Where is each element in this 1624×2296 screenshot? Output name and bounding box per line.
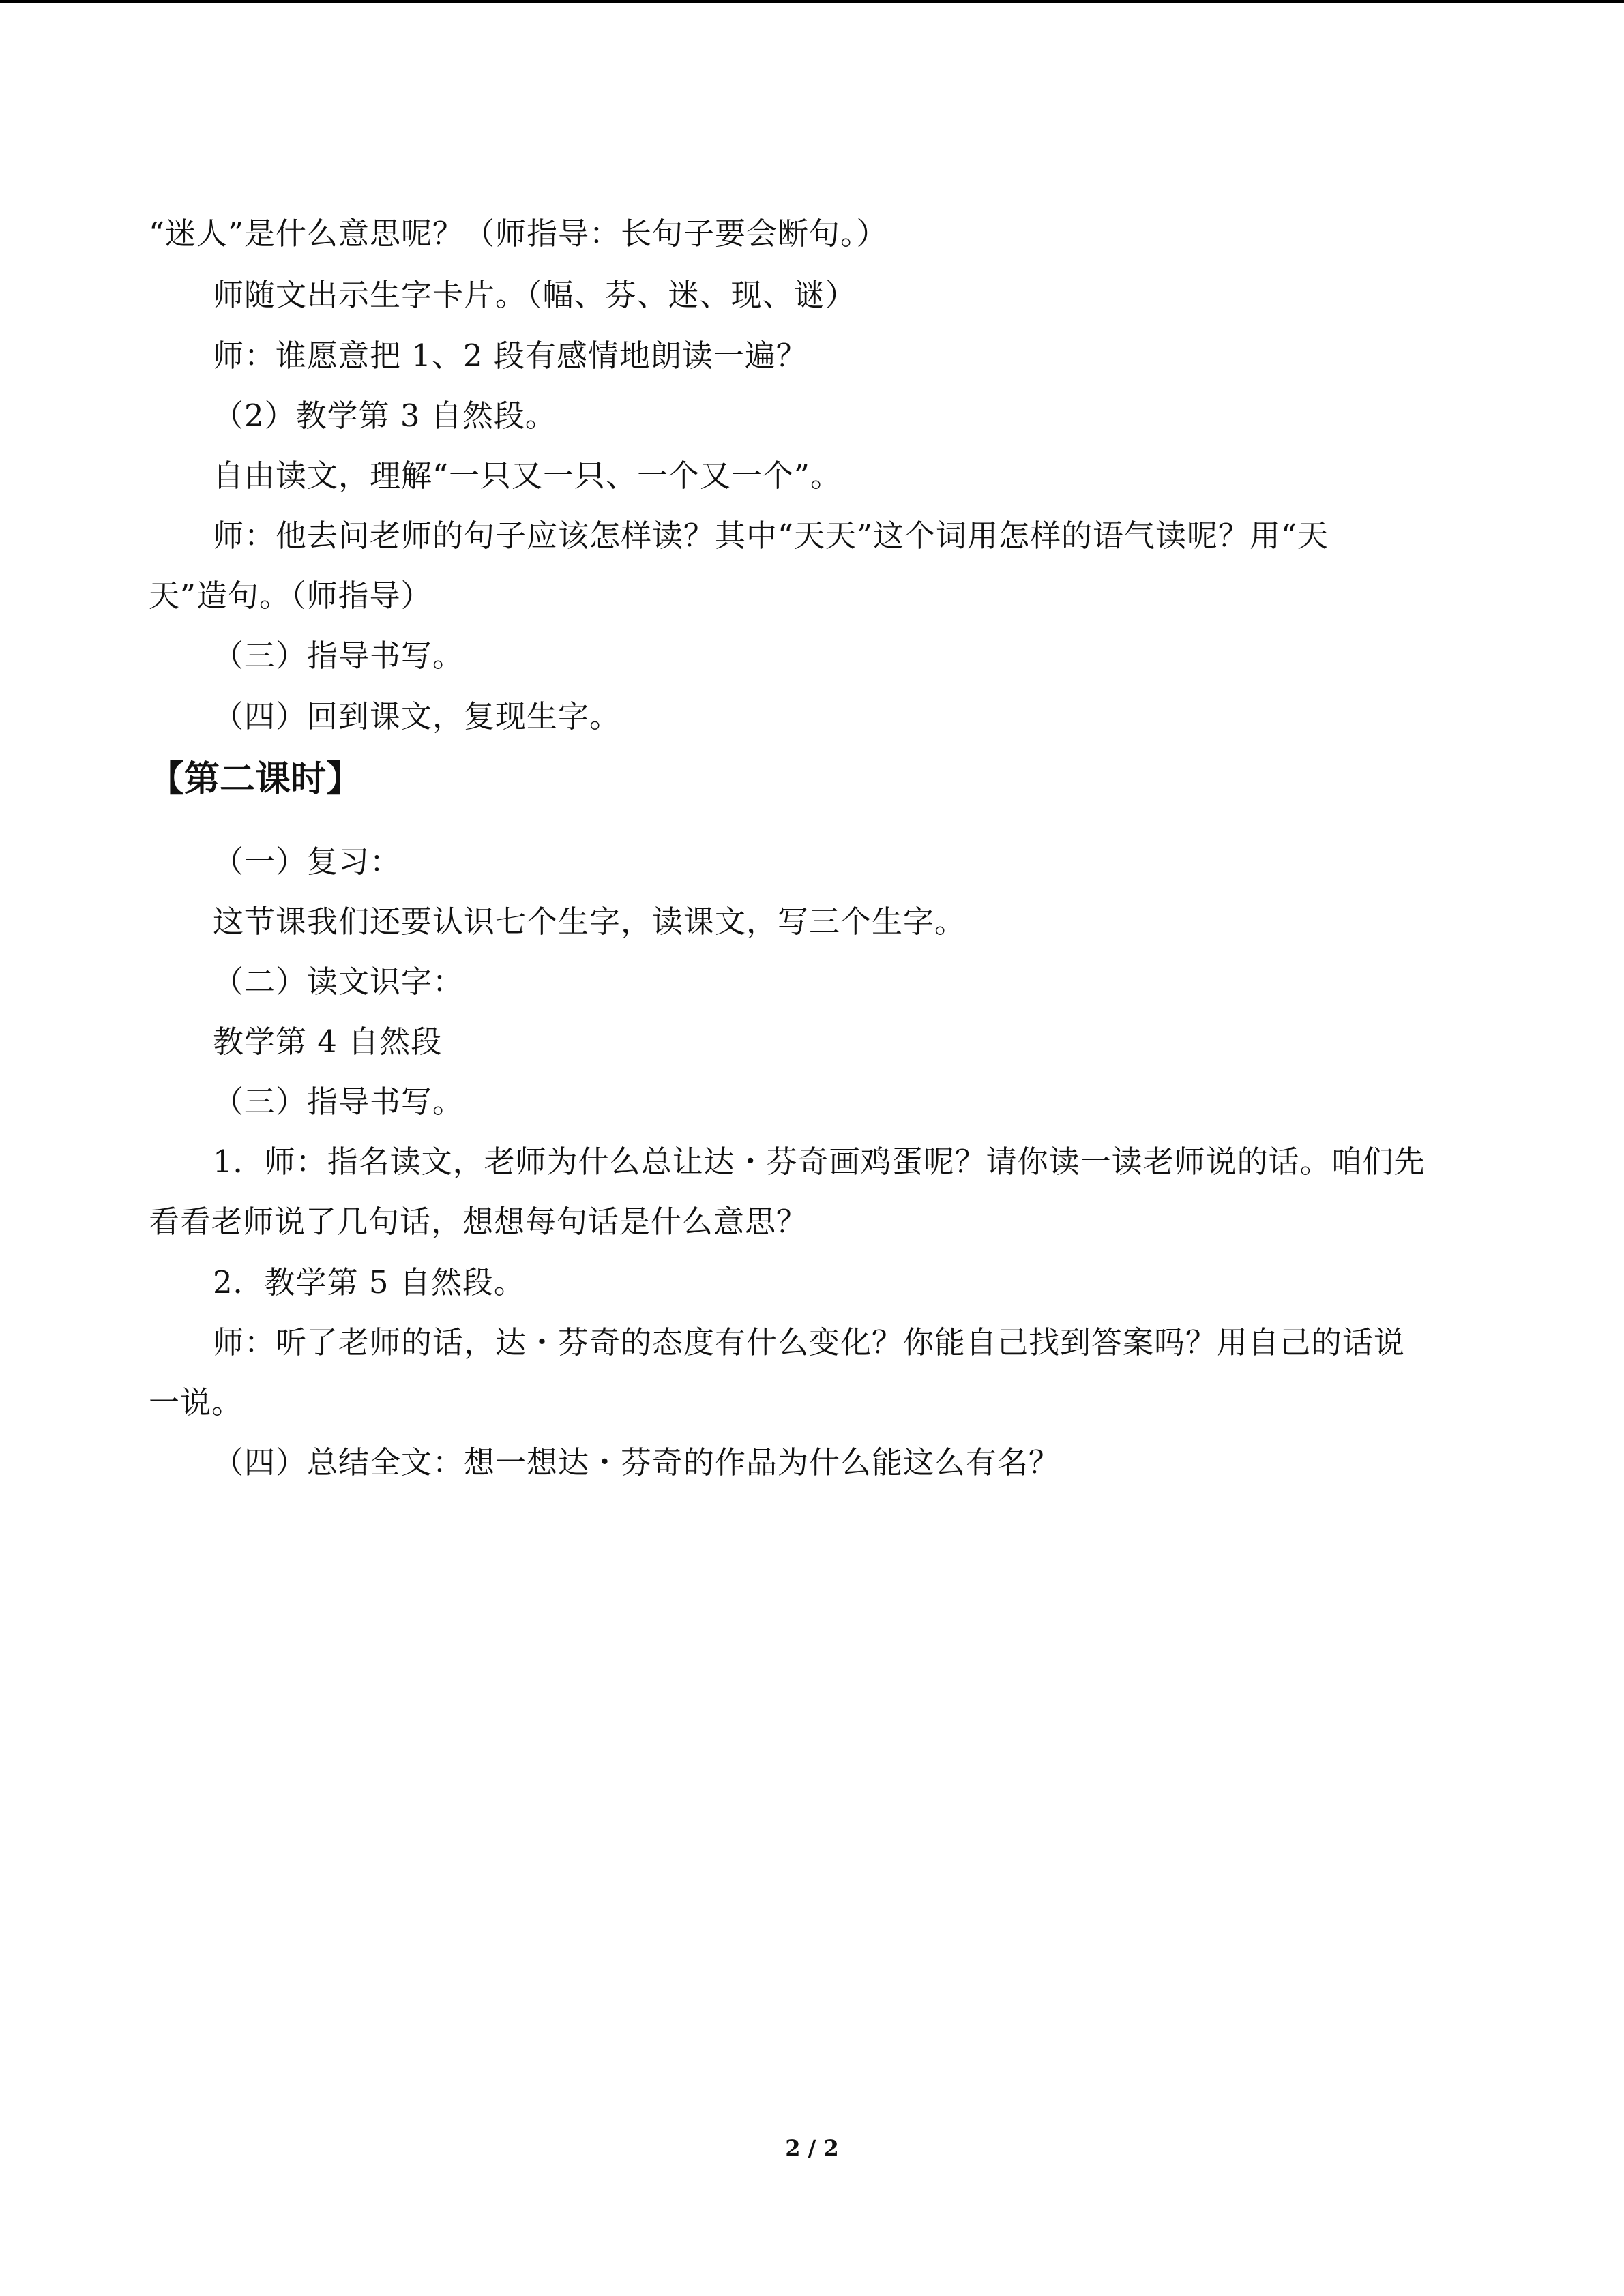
paragraph-line: 教学第 4 自然段 [213,1024,443,1060]
paragraph-line: （四）总结全文：想一想达・芬奇的作品为什么能这么有名？ [213,1444,1061,1480]
paragraph-line: 师：谁愿意把 1、2 段有感情地朗读一遍？ [213,338,808,374]
paragraph-line: 自由读文，理解“一只又一只、一个又一个”。 [213,458,842,494]
paragraph-line: 师随文出示生字卡片。（幅、芬、迷、现、谜） [213,277,857,313]
paragraph-line: （二）读文识字： [213,964,464,1000]
section-heading: 【第二课时】 [149,759,362,800]
paragraph-line: （2）教学第 3 自然段。 [213,398,557,434]
paragraph-line: 师：他去问老师的句子应该怎样读？其中“天天”这个词用怎样的语气读呢？用“天 [213,518,1329,554]
paragraph-line: 2．教学第 5 自然段。 [213,1264,525,1300]
paragraph-line: （四）回到课文，复现生字。 [213,698,621,734]
paragraph-line: 师：听了老师的话，达・芬奇的态度有什么变化？你能自己找到答案吗？用自己的话说 [213,1324,1406,1360]
page-number: 2 / 2 [785,2135,839,2161]
paragraph-line: 看看老师说了几句话，想想每句话是什么意思？ [149,1204,808,1240]
paragraph-line: （三）指导书写。 [213,638,464,674]
paragraph-line: （一）复习： [213,844,402,880]
paragraph-line: 一说。 [149,1384,243,1420]
paragraph-line: “迷人”是什么意思呢？（师指导：长句子要会断句。） [149,215,888,252]
paragraph-line: （三）指导书写。 [213,1084,464,1120]
paragraph-line: 1．师：指名读文，老师为什么总让达・芬奇画鸡蛋呢？请你读一读老师说的话。咱们先 [213,1144,1426,1180]
paragraph-line: 这节课我们还要认识七个生字，读课文，写三个生字。 [213,904,966,940]
paragraph-line: 天”造句。（师指导） [149,578,432,614]
